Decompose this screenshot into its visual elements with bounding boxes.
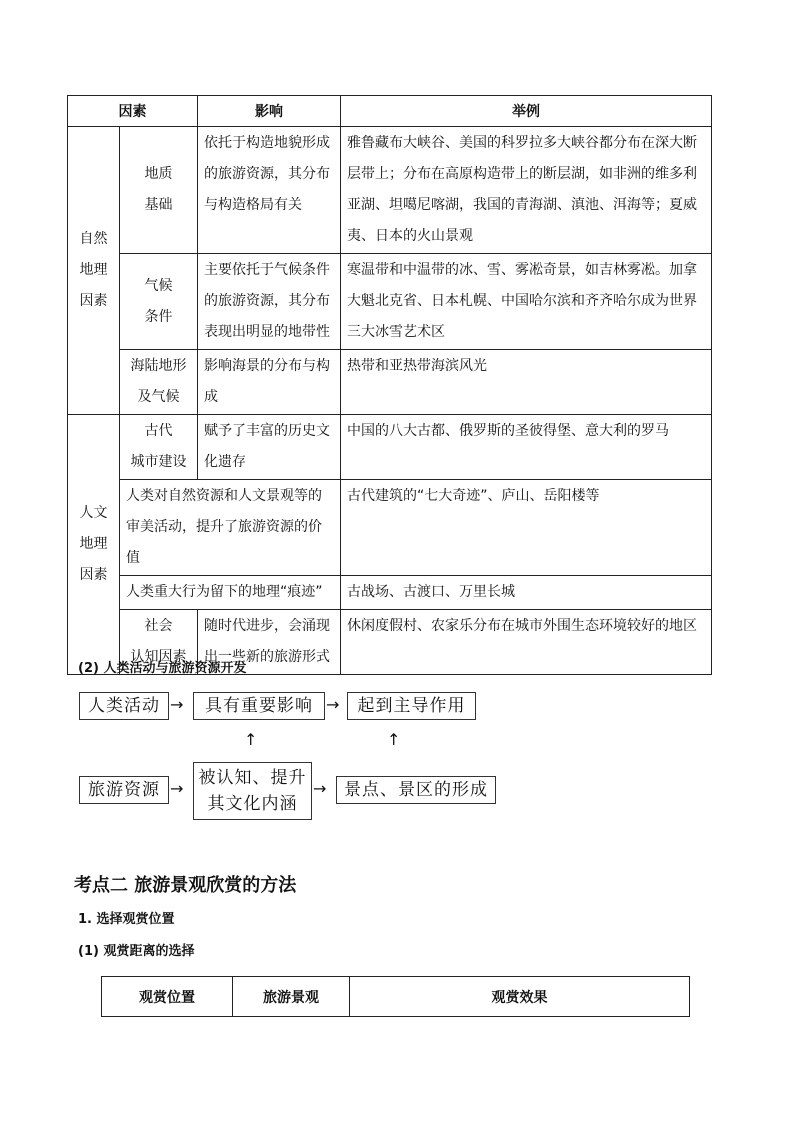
factor-cell: 气候 条件 xyxy=(120,254,198,350)
example-cell: 休闲度假村、农家乐分布在城市外围生态环境较好的地区 xyxy=(341,610,712,675)
factor-cell: 海陆地形 及气候 xyxy=(120,350,198,415)
merged-impact-cell: 人类重大行为留下的地理“痕迹” xyxy=(120,576,341,610)
example-cell: 古战场、古渡口、万里长城 xyxy=(341,576,712,610)
header-position: 观赏位置 xyxy=(102,977,233,1017)
arrow-right-icon: → xyxy=(326,695,340,714)
factors-table xyxy=(67,95,712,675)
table-row xyxy=(68,576,712,610)
factor-cell: 古代 城市建设 xyxy=(120,415,198,480)
factor-cell: 地质 基础 xyxy=(120,127,198,254)
table-row xyxy=(68,480,712,576)
sub-heading-2: (1) 观赏距离的选择 xyxy=(78,944,195,959)
table-row xyxy=(68,127,712,254)
factor-cell: 社会 认知因素 xyxy=(120,610,198,675)
arrow-right-icon: → xyxy=(313,779,327,798)
example-cell: 雅鲁藏布大峡谷、美国的科罗拉多大峡谷都分布在深大断层带上；分布在高原构造带上的断层湖，如非洲的维多利亚湖、坦噶尼喀湖，我国的青海湖、滇池、洱海等；夏威夷、日本的火山景观 xyxy=(341,127,712,254)
impact-cell: 影响海景的分布与构成 xyxy=(198,350,341,415)
box-scenic-formation: 景点、景区的形成 xyxy=(336,776,496,804)
table-row xyxy=(68,254,712,350)
section-heading: 考点二 旅游景观欣赏的方法 xyxy=(74,875,297,896)
header-factor: 因素 xyxy=(68,96,198,127)
arrow-right-icon: → xyxy=(170,695,184,714)
header-effect: 观赏效果 xyxy=(350,977,690,1017)
impact-cell: 主要依托于气候条件的旅游资源，其分布表现出明显的地带性 xyxy=(198,254,341,350)
box-human-activity: 人类活动 xyxy=(79,692,169,720)
header-example: 举例 xyxy=(341,96,712,127)
header-impact: 影响 xyxy=(198,96,341,127)
merged-impact-cell: 人类对自然资源和人文景观等的审美活动，提升了旅游资源的价值 xyxy=(120,480,341,576)
impact-cell: 赋予了丰富的历史文化遗存 xyxy=(198,415,341,480)
arrow-right-icon: → xyxy=(170,779,184,798)
box-leading-role: 起到主导作用 xyxy=(347,692,476,720)
human-group-cell: 人文 地理 因素 xyxy=(68,415,120,675)
box-important-influence: 具有重要影响 xyxy=(193,692,325,720)
arrow-up-icon: ↑ xyxy=(244,730,258,749)
impact-cell: 依托于构造地貌形成的旅游资源，其分布与构造格局有关 xyxy=(198,127,341,254)
table-header-row xyxy=(102,977,690,1017)
natural-group-cell: 自然 地理 因素 xyxy=(68,127,120,415)
example-cell: 中国的八大古都、俄罗斯的圣彼得堡、意大利的罗马 xyxy=(341,415,712,480)
sub-heading-1: 1. 选择观赏位置 xyxy=(78,912,175,927)
table-row xyxy=(68,415,712,480)
section-label: (2) 人类活动与旅游资源开发 xyxy=(78,661,247,676)
header-landscape: 旅游景观 xyxy=(233,977,350,1017)
table-row xyxy=(68,350,712,415)
impact-cell: 随时代进步，会涌现出一些新的旅游形式 xyxy=(198,610,341,675)
arrow-up-icon: ↑ xyxy=(387,730,401,749)
box-tourism-resources: 旅游资源 xyxy=(79,776,169,804)
observation-table xyxy=(101,976,690,1017)
example-cell: 热带和亚热带海滨风光 xyxy=(341,350,712,415)
example-cell: 寒温带和中温带的冰、雪、雾凇奇景，如吉林雾凇。加拿大魁北克省、日本札幌、中国哈尔滨和齐齐哈尔成为世界三大冰雪艺术区 xyxy=(341,254,712,350)
table-header-row xyxy=(68,96,712,127)
example-cell: 古代建筑的“七大奇迹”、庐山、岳阳楼等 xyxy=(341,480,712,576)
box-recognition: 被认知、提升 其文化内涵 xyxy=(193,762,312,820)
